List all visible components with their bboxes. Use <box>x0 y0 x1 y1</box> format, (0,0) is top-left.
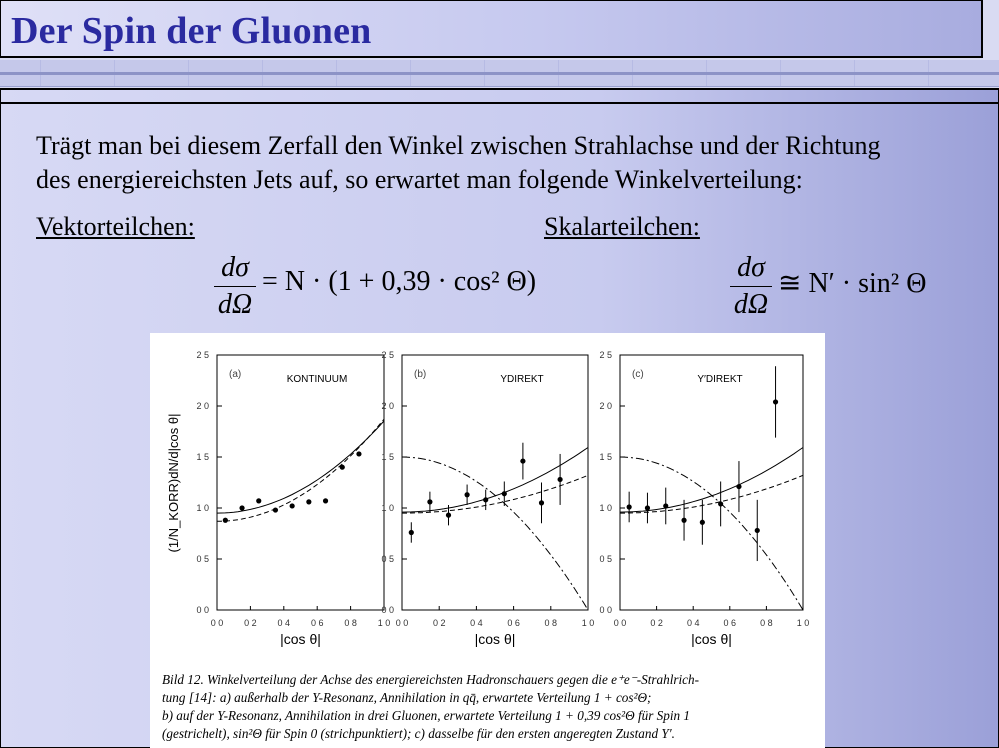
y-tick-label: 2 0 <box>599 401 612 411</box>
data-point <box>663 503 668 508</box>
scalar-heading: Skalarteilchen: <box>544 212 700 241</box>
data-point <box>627 504 632 509</box>
divider <box>0 72 999 75</box>
caption-line: b) auf der Υ-Resonanz, Annihilation in drei Gluonen, erwartete Verteilung 1 + 0,39 cos²Θ für Spin 1 <box>162 708 690 723</box>
scalar-formula-rhs: ≅ N′ · sin² Θ <box>778 268 927 299</box>
x-tick-label: 0 6 <box>310 618 324 628</box>
data-point <box>323 498 328 503</box>
data-point <box>273 507 278 512</box>
x-tick-label: 0 0 <box>210 618 224 628</box>
data-point <box>755 528 760 533</box>
x-axis-label: |cos θ| <box>474 631 516 647</box>
x-axis-label: |cos θ| <box>280 631 321 647</box>
panel-title: Υ′DIREKT <box>697 374 743 385</box>
x-tick-label: 0 0 <box>395 618 409 628</box>
x-tick-label: 0 2 <box>650 618 663 628</box>
y-tick-label: 1 5 <box>599 452 612 462</box>
y-tick-label: 0 0 <box>381 605 394 615</box>
data-point <box>256 498 261 503</box>
x-axis-label: |cos θ| <box>691 631 732 647</box>
data-point <box>502 491 507 496</box>
y-tick-label: 1 0 <box>599 503 612 513</box>
x-tick-label: 1 0 <box>377 618 391 628</box>
vector-heading: Vektorteilchen: <box>36 212 195 241</box>
data-point <box>773 399 778 404</box>
plot-frame <box>217 355 384 610</box>
y-tick-label: 0 5 <box>599 554 612 564</box>
data-point <box>446 513 451 518</box>
x-tick-label: 0 2 <box>432 618 446 628</box>
y-tick-label: 2 0 <box>381 401 394 411</box>
fraction-bar <box>214 286 256 287</box>
data-point <box>290 503 295 508</box>
caption-line: (gestrichelt), sin²Θ für Spin 0 (strichpunktiert); c) dasselbe für den ersten angeregten Zustand Υ′. <box>162 726 675 741</box>
y-tick-label: 2 5 <box>196 350 209 360</box>
x-tick-label: 0 8 <box>344 618 357 628</box>
intro-line-2: des energiereichsten Jets auf, so erwartet man folgende Winkelverteilung: <box>36 165 803 194</box>
y-tick-label: 2 0 <box>196 401 209 411</box>
data-point <box>483 497 488 502</box>
y-axis-label: (1/N_KORR)dN/d|cos θ| <box>166 413 181 553</box>
data-point <box>645 505 650 510</box>
x-tick-label: 1 0 <box>581 618 595 628</box>
data-point <box>340 465 345 470</box>
divider <box>0 102 999 104</box>
y-tick-label: 2 5 <box>381 350 394 360</box>
figure-caption <box>162 671 822 743</box>
data-point <box>539 500 544 505</box>
x-tick-label: 0 6 <box>723 618 737 628</box>
data-point <box>356 451 361 456</box>
fraction-denominator: dΩ <box>217 289 253 320</box>
y-tick-label: 2 5 <box>599 350 612 360</box>
data-point <box>718 501 723 506</box>
x-tick-label: 0 8 <box>544 618 558 628</box>
fraction-denominator: dΩ <box>733 289 769 320</box>
data-point <box>427 499 432 504</box>
panel-label: (a) <box>229 369 242 380</box>
data-point <box>681 518 686 523</box>
curve-solid <box>217 421 384 513</box>
x-tick-label: 0 6 <box>507 618 520 628</box>
y-tick-label: 0 5 <box>381 554 394 564</box>
panel-title: KONTINUUM <box>286 374 348 385</box>
vector-formula-fraction <box>214 252 256 321</box>
data-point <box>558 477 563 482</box>
data-point <box>239 505 244 510</box>
x-tick-label: 1 0 <box>796 618 810 628</box>
slide-title: Der Spin der Gluonen <box>11 10 372 52</box>
caption-line: tung [14]: a) außerhalb der Υ-Resonanz, Annihilation in qq̄, erwartete Verteilung 1 + cos²Θ; <box>162 690 652 705</box>
data-point <box>520 458 525 463</box>
intro-line-1: Trägt man bei diesem Zerfall den Winkel zwischen Strahlachse und der Richtung <box>36 131 881 160</box>
data-point <box>306 499 311 504</box>
caption-line: Bild 12. Winkelverteilung der Achse des energiereichsten Hadronschauers gegen die e⁺e⁻-Strahlrich- <box>162 672 700 687</box>
x-tick-label: 0 8 <box>760 618 773 628</box>
chart-panels <box>150 333 825 663</box>
data-point <box>409 530 414 535</box>
x-tick-label: 0 0 <box>613 618 627 628</box>
x-tick-label: 0 4 <box>470 618 483 628</box>
data-point <box>465 492 470 497</box>
y-tick-label: 1 5 <box>196 452 209 462</box>
figure <box>150 333 825 748</box>
fraction-numerator: dσ <box>737 252 765 283</box>
y-tick-label: 1 0 <box>196 503 209 513</box>
y-tick-label: 1 0 <box>381 503 394 513</box>
title-bar <box>0 0 983 58</box>
data-point <box>223 518 228 523</box>
data-point <box>700 520 705 525</box>
vector-formula-rhs: = N · (1 + 0,39 · cos² Θ) <box>262 266 537 297</box>
curve-dash-dot <box>620 457 803 610</box>
panel-label: (b) <box>414 369 427 380</box>
y-tick-label: 1 5 <box>381 452 394 462</box>
x-tick-label: 0 2 <box>244 618 257 628</box>
x-tick-label: 0 4 <box>686 618 700 628</box>
y-tick-label: 0 5 <box>196 554 209 564</box>
data-point <box>736 484 741 489</box>
x-tick-label: 0 4 <box>277 618 291 628</box>
scalar-formula-fraction <box>730 252 772 321</box>
fraction-numerator: dσ <box>221 252 249 283</box>
fraction-bar <box>730 286 772 287</box>
panel-label: (c) <box>632 369 644 380</box>
y-tick-label: 0 0 <box>599 605 612 615</box>
y-tick-label: 0 0 <box>196 605 209 615</box>
panel-title: ΥDIREKT <box>500 374 544 385</box>
